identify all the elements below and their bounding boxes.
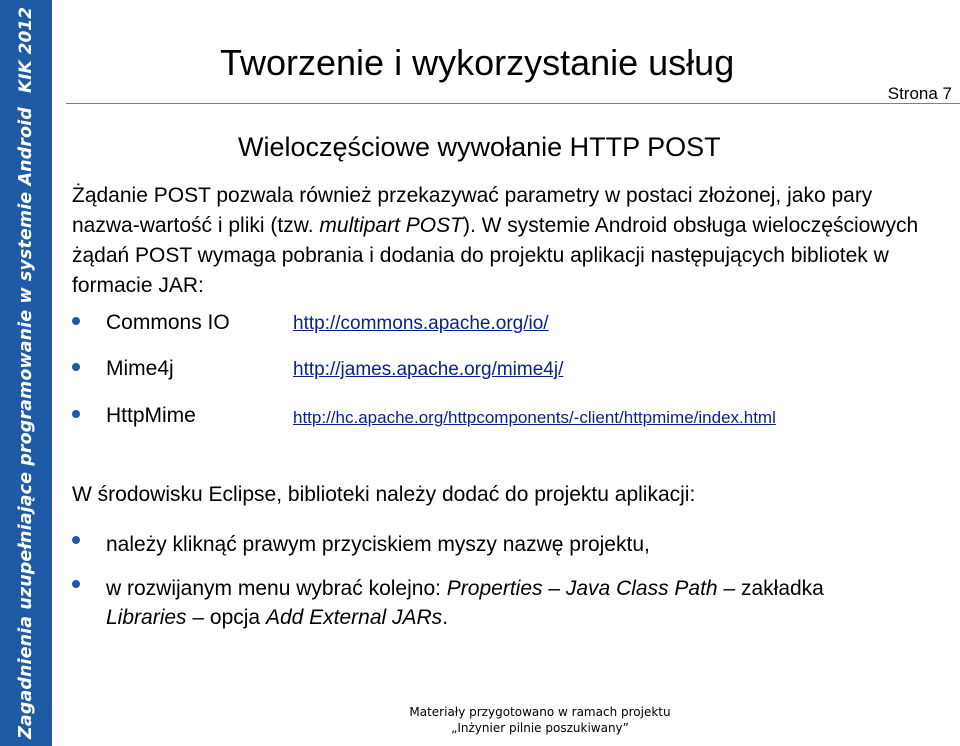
menu-libraries: Libraries bbox=[106, 606, 187, 629]
library-link[interactable]: http://commons.apache.org/io/ bbox=[293, 313, 549, 334]
menu-add-external-jars: Add External JARs bbox=[265, 606, 443, 629]
sidebar-main bbox=[0, 100, 52, 746]
step-text-part: – opcja bbox=[186, 606, 266, 629]
menu-java-class-path: Java Class Path bbox=[565, 577, 718, 600]
library-link[interactable]: http://hc.apache.org/httpcomponents/-client/httpmime/index.html bbox=[293, 408, 776, 427]
list-item bbox=[72, 357, 952, 387]
page-title: Tworzenie i wykorzystanie usług bbox=[220, 42, 735, 83]
footer-line-1: Materiały przygotowano w ramach projektu bbox=[409, 705, 671, 719]
bullet-icon bbox=[72, 410, 80, 418]
bullet-icon bbox=[72, 317, 80, 325]
page-number: Strona 7 bbox=[887, 84, 952, 103]
bullet-icon bbox=[72, 536, 80, 544]
course-title-vertical: Zagadnienia uzupełniające programowanie w systemie Android bbox=[16, 107, 36, 739]
library-name: Mime4j bbox=[106, 357, 174, 380]
sidebar-top bbox=[0, 0, 52, 100]
step-text-part: – zakładka bbox=[717, 577, 824, 600]
footer-note bbox=[400, 704, 680, 736]
list-item bbox=[72, 404, 952, 434]
step-text: należy kliknąć prawym przyciskiem myszy nazwę projektu, bbox=[106, 533, 650, 556]
step-text bbox=[106, 574, 906, 632]
slide-subtitle: Wieloczęściowe wywołanie HTTP POST bbox=[238, 132, 721, 162]
bullet-icon bbox=[72, 580, 80, 588]
step-text-part: . bbox=[442, 606, 449, 629]
library-name: Commons IO bbox=[106, 311, 230, 334]
eclipse-intro: W środowisku Eclipse, biblioteki należy dodać do projektu aplikacji: bbox=[72, 483, 696, 506]
step-text-part: – bbox=[542, 577, 566, 600]
course-label: KIK 2012 bbox=[16, 7, 36, 93]
footer-line-2: „Inżynier pilnie poszukiwany” bbox=[451, 721, 629, 735]
library-link[interactable]: http://james.apache.org/mime4j/ bbox=[293, 359, 564, 380]
sidebar-band bbox=[0, 0, 52, 746]
bullet-icon bbox=[72, 363, 80, 371]
step-text-part: w rozwijanym menu wybrać kolejno: bbox=[106, 577, 447, 600]
list-item bbox=[72, 311, 952, 341]
menu-properties: Properties bbox=[446, 577, 543, 600]
intro-emphasis: multipart POST bbox=[319, 214, 463, 237]
intro-text-2: ). W systemie Android obsługa wieloczęściowych żądań POST wymaga pobrania i dodania do projektu aplikacji następujących bibliotek w formacie JAR: bbox=[72, 214, 919, 297]
library-name: HttpMime bbox=[106, 404, 196, 427]
header-divider bbox=[66, 103, 960, 104]
intro-text-1: Żądanie POST pozwala również przekazywać parametry w postaci złożonej, jako pary nazwa-wartość i pliki (tzw. bbox=[72, 184, 873, 237]
intro-paragraph bbox=[72, 181, 942, 301]
